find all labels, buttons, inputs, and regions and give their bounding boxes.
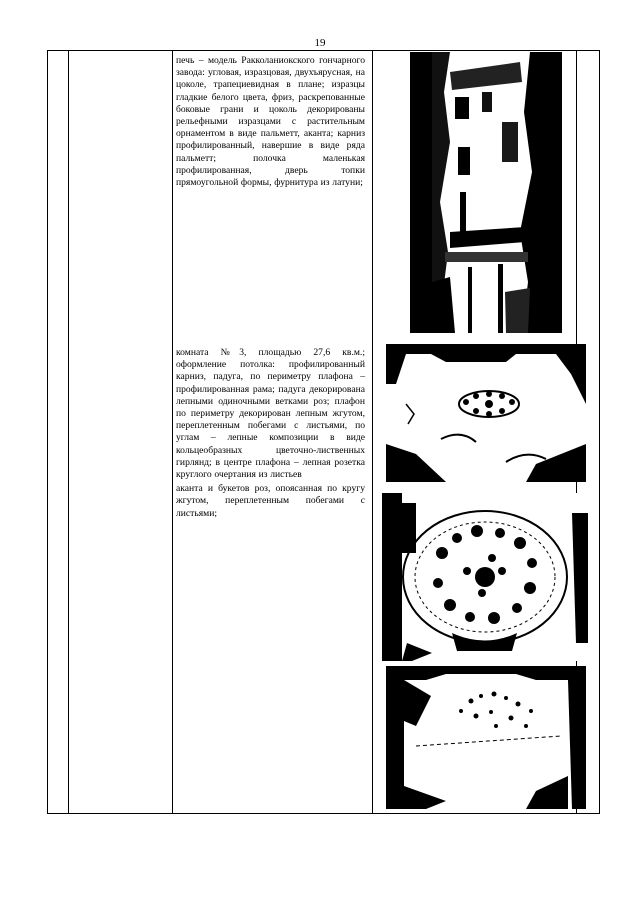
- description-room-3: [176, 347, 365, 520]
- description-stove-text: печь – модель Ракколаниокского гончарного завода: угловая, изразцовая, двухъярусная, на цоколе, трапециевидная в плане; изразцы гладкие белого цвета, фриз, раскрепованные боковые грани и цоколь декорированы рельефными изразцами с растительным орнаментом в виде пальметт, аканта; карниз профилированный, навершие в виде ряда пальметт; полочка маленькая профилированная, дверь топки прямоугольной формы, фурнитура из латуни;: [176, 55, 365, 189]
- page-number: 19: [314, 37, 326, 49]
- description-room-3-continued: аканта и букетов роз, опоясанная по кругу жгутом, переплетенным побегами с листьями;: [176, 483, 365, 519]
- photo-tiled-stove: [410, 52, 562, 333]
- column-divider-2: [172, 51, 173, 813]
- photo-ceiling-rosette: [382, 493, 588, 661]
- photo-ceiling-cove: [386, 666, 586, 809]
- photo-ceiling-overview: [386, 344, 586, 482]
- description-stove: [176, 55, 365, 189]
- column-divider-1: [68, 51, 69, 813]
- column-divider-3: [372, 51, 373, 813]
- description-room-3-text: комната №3, площадью 27,6 кв.м.; оформление потолка: профилированный карниз, падуга, по периметру плафона – профилированная рама; падуга декорирована лепными одиночными ветками роз; плафон по периметру декорирован лепным жгутом, переплетенным побегами с листьями, по углам – лепные композиции в виде кольцеобразных цветочно-лиственных гирлянд; в центре плафона – лепная розетка круглого очертания из листьев: [176, 347, 365, 481]
